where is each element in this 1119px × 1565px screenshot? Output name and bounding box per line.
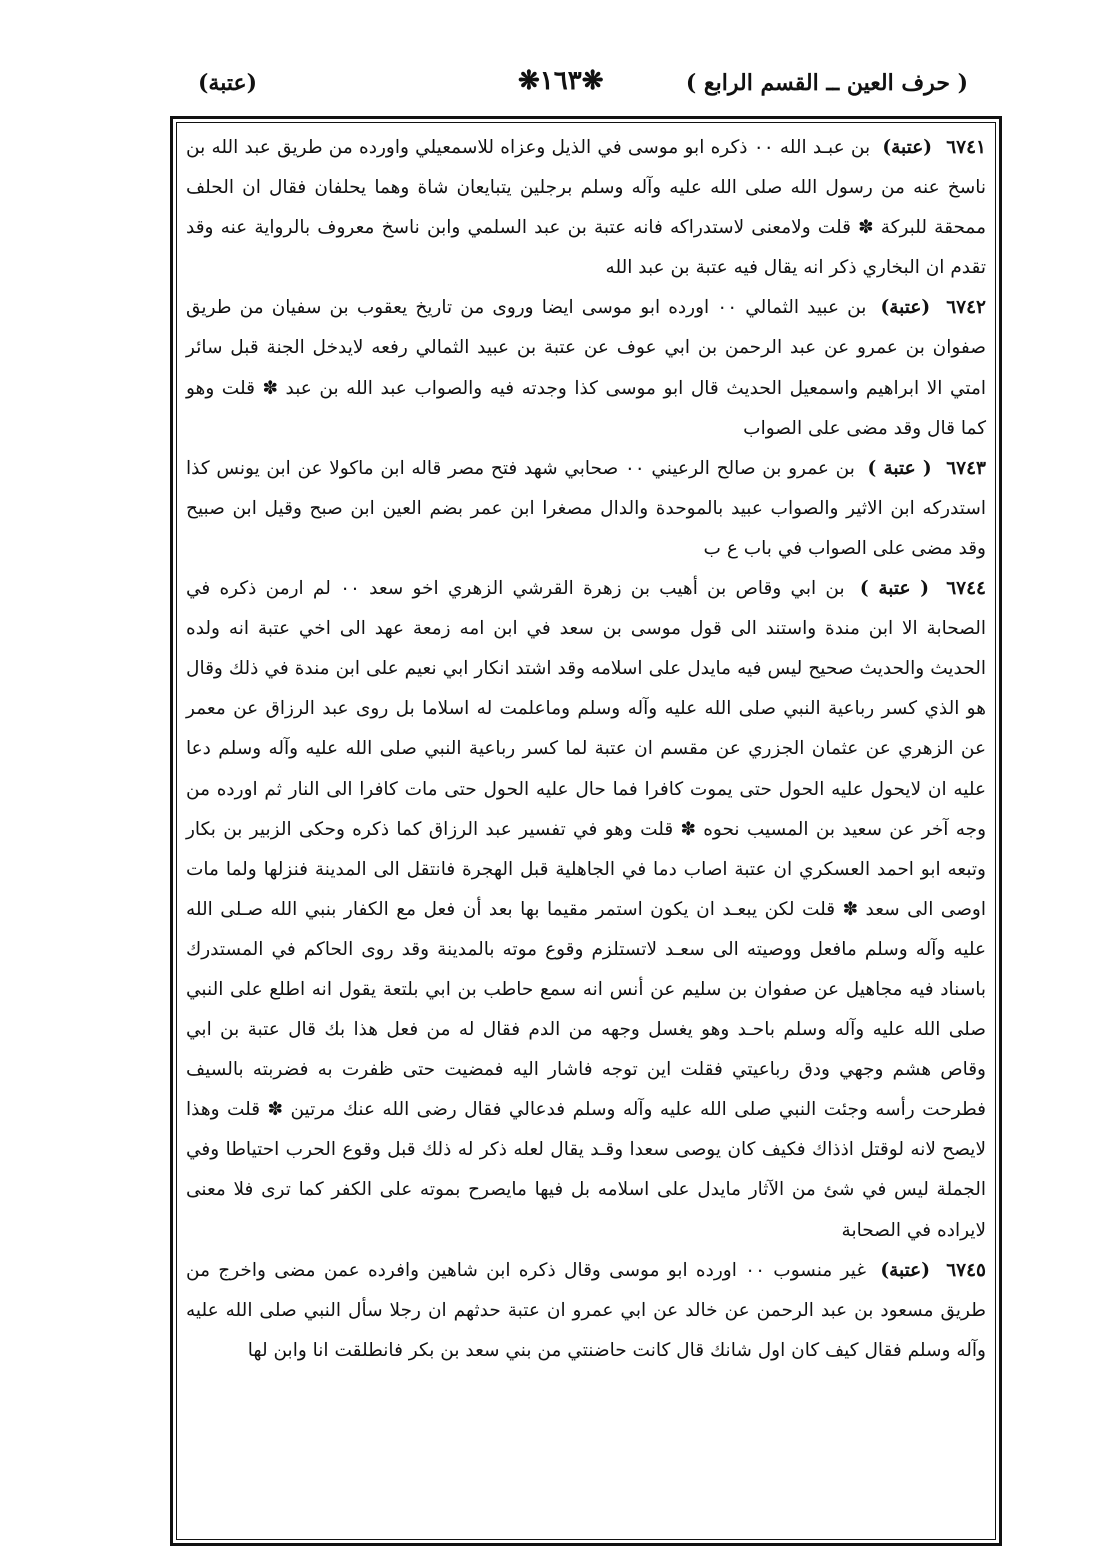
entry-6745 [186,1251,986,1371]
entry-number: ٦٧٤٤ [946,578,986,600]
entry-6741 [186,128,986,288]
page-number: ❋١٦٣❋ [518,66,604,96]
entry-number: ٦٧٤٢ [946,297,986,319]
entry-text: بن عبـد الله ٠٠ ذكره ابو موسى في الذيل وعزاه للاسمعيلي واورده من طريق عبد الله بن ناسخ عنه من رسول الله صلى الله عليه وآله وسلم برجلين يتبايعان شاة وهما يحلفان فقال ان الحلف ممحقة للبركة ✽ قلت ولامعنى لاستدراكه فانه عتبة بن عبد السلمي وابن ناسخ معروف بالرواية عنه وقد تقدم ان البخاري ذكر انه يقال فيه عتبة بن عبد الله [186,137,986,279]
entry-name: ( عتبة ) [859,578,930,600]
entry-text: بن عبيد الثمالي ٠٠ اورده ابو موسى ايضا وروى من تاريخ يعقوب بن سفيان من طريق صفوان بن عمرو عن عبد الرحمن بن ابي عوف عن عتبة بن عبيد الثمالي رفعه لايدخل الجنة قبل سائر امتي الا ابراهيم واسمعيل الحديث قال ابو موسى كذا وجدته فيه والصواب عبد الله بن عبد ✽ قلت وهو كما قال وقد مضى على الصواب [186,297,987,439]
running-entry-title: (عتبة) [198,70,258,96]
entry-6744 [186,569,986,1251]
entry-text: بن ابي وقاص بن أهيب بن زهرة القرشي الزهري اخو سعد ٠٠ لم ارمن ذكره في الصحابة الا ابن مندة واستند الى قول موسى بن سعد في ابن امه زمعة عهد الى اخي عتبة انه ولده الحديث والحديث صحيح ليس فيه مايدل على اسلامه وقد اشتد انكار ابي نعيم على ابن مندة في ذلك وقال هو الذي كسر رباعية النبي صلى الله عليه وآله وسلم وماعلمت له اسلاما بل روى عبد الرزاق عن معمر عن الزهري عن عثمان الجزري عن مقسم ان عتبة لما كسر رباعية النبي صلى الله عليه وآله وسلم دعا عليه ان لايحول عليه الحول حتى يموت كافرا فما حال عليه الحول حتى مات كافرا الى النار ثم اورده من وجه آخر عن سعيد بن المسيب نحوه ✽ قلت وهو في تفسير عبد الرزاق كما ذكره وحكى الزبير بن بكار وتبعه ابو احمد العسكري ان عتبة اصاب دما في الجاهلية قبل الهجرة فانتقل الى المدينة فنزلها ولما مات اوصى الى سعد ✽ قلت لكن يبعـد ان يكون استمر مقيما بها بعد أن فعل مع الكفار بنبي الله صـلى الله عليه وآله وسلم مافعل ووصيته الى سعـد لاتستلزم وقوع موته بالمدينة وقد روى الحاكم في المستدرك باسناد فيه مجاهيل عن صفوان بن سليم عن أنس انه سمع حاطب بن ابي بلتعة يقول انه اطلع على النبي صلى الله عليه وآله وسلم باحـد وهو يغسل وجهه من الدم فقال له من فعل هذا بك قال عتبة بن ابي وقاص هشم وجهي ودق رباعيتي فقلت اين توجه فاشار اليه فمضيت حتى ظفرت به فضربته بالسيف فطرحت رأسه وجئت النبي صلى الله عليه وآله وسلم فدعالي فقال رضى الله عنك مرتين ✽ قلت وهذا لايصح لانه لوقتل اذذاك فكيف كان يوصى سعدا وقـد يقال لعله ذكر له ذلك قبل وقوع الحرب احتياطا وفي الجملة ليس في شئ من الآثار مايدل على اسلامه بل فيها مايصرح بموته على الكفر كما ترى فلا معنى لايراده في الصحابة [186,578,986,1241]
entry-name: (عتبة) [880,1259,930,1281]
entry-name: ( عتبة ) [867,457,932,479]
entry-text: بن عمرو بن صالح الرعيني ٠٠ صحابي شهد فتح مصر قاله ابن ماكولا عن ابن يونس كذا استدركه ابن الاثير والصواب عبيد بالموحدة والدال مصغرا ابن عمر بضم العين ابن صبح وقيل ابن صبيح وقد مضى على الصواب في باب ع ب [186,457,986,559]
page-header [188,62,968,108]
entry-number: ٦٧٤٣ [946,457,986,479]
section-title: ( حرف العين ــ القسم الرابع ) [685,70,968,96]
entry-name: (عتبة) [882,137,933,158]
entry-number: ٦٧٤١ [946,137,986,158]
biographical-entries [186,128,986,1371]
entry-number: ٦٧٤٥ [946,1259,986,1281]
entry-6742 [186,288,986,448]
entry-text: غير منسوب ٠٠ اورده ابو موسى وقال ذكره ابن شاهين وافرده عمن مضى واخرج من طريق مسعود بن عبد الرحمن عن خالد عن ابي عمرو ان عتبة حدثهم ان رجلا سأل النبي صلى الله عليه وآله وسلم فقال كيف كان اول شانك قال كانت حاضنتي من بني سعد بن بكر فانطلقت انا وابن لها [186,1259,986,1361]
entry-6743 [186,449,986,569]
entry-name: (عتبة) [880,297,931,319]
